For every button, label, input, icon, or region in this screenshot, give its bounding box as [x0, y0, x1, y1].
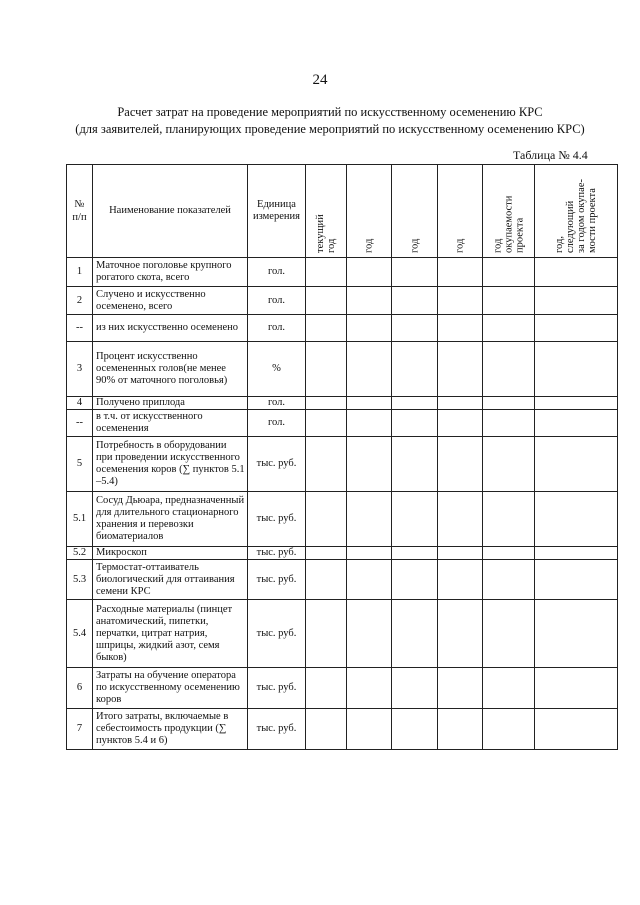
row-unit: гол.	[248, 287, 306, 315]
row-unit: гол.	[248, 410, 306, 437]
row-name: в т.ч. от искусственного осеменения	[93, 410, 248, 437]
cell	[483, 287, 535, 315]
row-name: из них искусственно осеменено	[93, 315, 248, 342]
row-unit: тыс. руб.	[248, 492, 306, 547]
header-year-3	[392, 165, 438, 258]
table-row	[67, 600, 618, 668]
cell	[347, 668, 392, 709]
row-name: Термостат-оттаиватель биологический для оттаивания семени КРС	[93, 560, 248, 600]
table-row	[67, 560, 618, 600]
row-num: 6	[67, 668, 93, 709]
header-next-year-d: мости проекта	[587, 188, 598, 253]
cell	[535, 709, 618, 750]
cell	[392, 668, 438, 709]
cell	[306, 258, 347, 287]
table-row	[67, 410, 618, 437]
cell	[306, 492, 347, 547]
cell	[483, 315, 535, 342]
cell	[438, 315, 483, 342]
row-name: Процент искусственно осемененных голов(не менее 90% от маточного поголовья)	[93, 342, 248, 397]
document-title	[40, 104, 620, 138]
cell	[347, 437, 392, 492]
cell	[306, 397, 347, 410]
cell	[347, 258, 392, 287]
cell	[347, 315, 392, 342]
cell	[306, 315, 347, 342]
row-num: 4	[67, 397, 93, 410]
row-name: Итого затраты, включаемые в себестоимость продукции (∑ пунктов 5.4 и 6)	[93, 709, 248, 750]
cell	[347, 560, 392, 600]
row-unit: тыс. руб.	[248, 560, 306, 600]
cell	[392, 600, 438, 668]
row-unit: тыс. руб.	[248, 709, 306, 750]
row-unit: тыс. руб.	[248, 668, 306, 709]
cell	[392, 492, 438, 547]
cell	[392, 437, 438, 492]
title-line-1: Расчет затрат на проведение мероприятий по искусственному осеменению КРС	[117, 105, 543, 119]
cell	[306, 410, 347, 437]
row-unit: гол.	[248, 258, 306, 287]
header-num: № п/п	[67, 165, 93, 258]
cell	[483, 600, 535, 668]
header-payback-year-c: проекта	[514, 217, 525, 253]
cell	[535, 410, 618, 437]
header-payback-year	[483, 165, 535, 258]
row-unit: тыс. руб.	[248, 547, 306, 560]
cell	[347, 709, 392, 750]
row-name: Микроскоп	[93, 547, 248, 560]
header-next-year	[535, 165, 618, 258]
cell	[438, 709, 483, 750]
cell	[392, 560, 438, 600]
header-unit: Единица измерения	[248, 165, 306, 258]
cell	[483, 397, 535, 410]
table-row	[67, 258, 618, 287]
row-name: Потребность в оборудовании при проведении искусственного осеменения коров (∑ пунктов 5.1 –5.4)	[93, 437, 248, 492]
cell	[535, 287, 618, 315]
cell	[392, 709, 438, 750]
row-name: Сосуд Дьюара, предназначенный для длительного стационарного хранения и перевозки биоматериалов	[93, 492, 248, 547]
cell	[438, 560, 483, 600]
cell	[438, 668, 483, 709]
row-num: 5.3	[67, 560, 93, 600]
cell	[438, 437, 483, 492]
cell	[535, 600, 618, 668]
row-num: 3	[67, 342, 93, 397]
cell	[392, 258, 438, 287]
row-unit: тыс. руб.	[248, 437, 306, 492]
cell	[535, 492, 618, 547]
row-num: --	[67, 315, 93, 342]
header-payback-year-a: год	[492, 238, 503, 253]
table-row	[67, 492, 618, 547]
cell	[347, 410, 392, 437]
cell	[535, 258, 618, 287]
row-num: --	[67, 410, 93, 437]
cell	[392, 410, 438, 437]
row-unit: %	[248, 342, 306, 397]
cell	[483, 709, 535, 750]
cell	[306, 437, 347, 492]
cell	[483, 437, 535, 492]
table-row	[67, 315, 618, 342]
cell	[438, 397, 483, 410]
row-unit: гол.	[248, 397, 306, 410]
cell	[535, 342, 618, 397]
table-row	[67, 668, 618, 709]
header-name: Наименование показателей	[93, 165, 248, 258]
cell	[535, 397, 618, 410]
cell	[306, 547, 347, 560]
cell	[438, 492, 483, 547]
table-row	[67, 397, 618, 410]
cell	[535, 315, 618, 342]
header-next-year-a: год,	[554, 236, 565, 253]
header-year-3-label: год	[409, 238, 420, 253]
row-num: 5.4	[67, 600, 93, 668]
cell	[483, 547, 535, 560]
cell	[392, 397, 438, 410]
cell	[438, 547, 483, 560]
cell	[392, 342, 438, 397]
cell	[347, 397, 392, 410]
header-current-year-suffix: год	[326, 238, 337, 253]
cell	[347, 492, 392, 547]
cell	[306, 287, 347, 315]
cell	[306, 560, 347, 600]
header-current-year	[306, 165, 347, 258]
table-row	[67, 547, 618, 560]
cell	[483, 258, 535, 287]
header-payback-year-b: окупаемости	[503, 195, 514, 253]
cell	[438, 258, 483, 287]
cell	[483, 668, 535, 709]
table-row	[67, 709, 618, 750]
row-num: 1	[67, 258, 93, 287]
cell	[535, 560, 618, 600]
row-name: Расходные материалы (пинцет анатомический, пипетки, перчатки, цитрат натрия, шприцы, жидкий азот, семя быков)	[93, 600, 248, 668]
table-row	[67, 342, 618, 397]
cell	[535, 668, 618, 709]
header-next-year-c: за годом окупае-	[576, 179, 587, 253]
table-header-row	[67, 165, 618, 258]
cell	[347, 287, 392, 315]
cell	[392, 547, 438, 560]
row-num: 5.1	[67, 492, 93, 547]
cell	[483, 410, 535, 437]
cell	[347, 342, 392, 397]
row-num: 5	[67, 437, 93, 492]
title-line-2: (для заявителей, планирующих проведение мероприятий по искусственному осеменению КРС)	[75, 122, 585, 136]
cell	[392, 315, 438, 342]
page-number: 24	[312, 72, 328, 88]
row-unit: гол.	[248, 315, 306, 342]
row-num: 5.2	[67, 547, 93, 560]
row-num: 7	[67, 709, 93, 750]
header-year-4	[438, 165, 483, 258]
cell	[306, 600, 347, 668]
header-year-2	[347, 165, 392, 258]
cell	[347, 600, 392, 668]
cell	[306, 668, 347, 709]
cell	[483, 342, 535, 397]
cell	[392, 287, 438, 315]
header-year-2-label: год	[363, 238, 375, 253]
cell	[306, 342, 347, 397]
row-name: Получено приплода	[93, 397, 248, 410]
table-label: Таблица № 4.4	[513, 148, 588, 162]
header-current-year-label: текущий	[315, 214, 326, 253]
cell	[438, 342, 483, 397]
row-name: Случено и искусственно осеменено, всего	[93, 287, 248, 315]
header-next-year-b: следующий	[565, 200, 576, 253]
cell	[347, 547, 392, 560]
row-num: 2	[67, 287, 93, 315]
row-name: Затраты на обучение оператора по искусственному осеменению коров	[93, 668, 248, 709]
cell	[483, 492, 535, 547]
table-row	[67, 437, 618, 492]
cell	[306, 709, 347, 750]
cell	[438, 600, 483, 668]
row-unit: тыс. руб.	[248, 600, 306, 668]
cell	[535, 547, 618, 560]
cell	[438, 410, 483, 437]
cell	[438, 287, 483, 315]
cost-table	[66, 164, 618, 750]
table-row	[67, 287, 618, 315]
cell	[535, 437, 618, 492]
header-year-4-label: год	[454, 238, 466, 253]
cell	[483, 560, 535, 600]
row-name: Маточное поголовье крупного рогатого скота, всего	[93, 258, 248, 287]
